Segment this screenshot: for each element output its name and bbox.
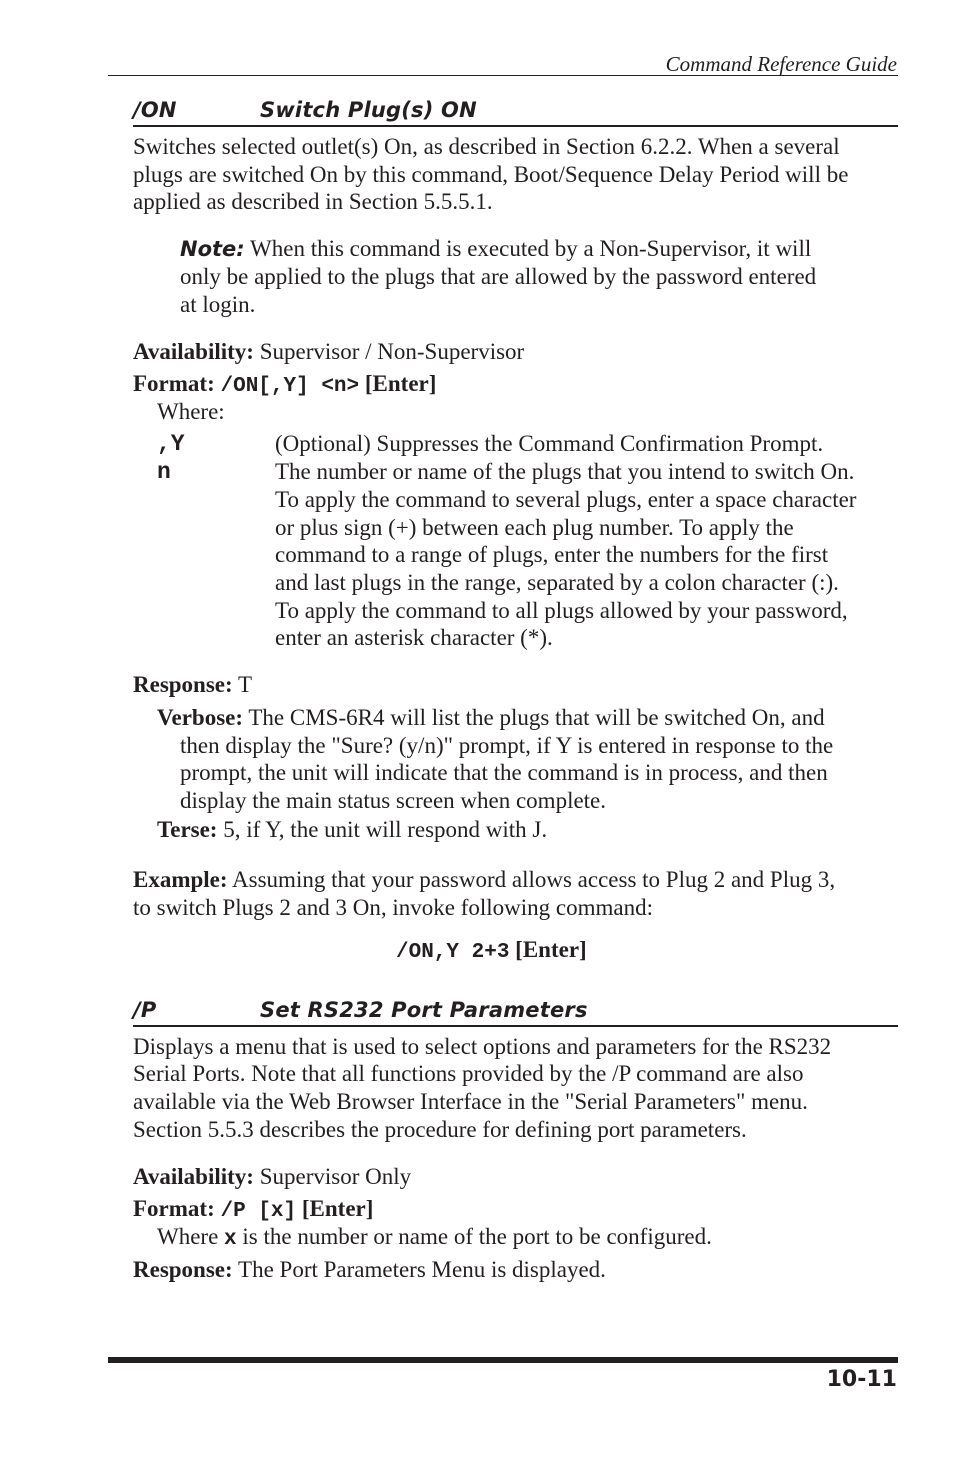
param-desc-n-line: The number or name of the plugs that you intend to switch On. (275, 459, 855, 484)
response-label: Response: (133, 672, 233, 697)
param-desc-n-line: or plus sign (+) between each plug number. To apply the (275, 515, 794, 540)
description-line: plugs are switched On by this command, Boot/Sequence Delay Period will be (133, 162, 849, 187)
availability-line (133, 338, 524, 366)
param-key-y: ,Y (157, 431, 185, 457)
example-label: Example: (133, 867, 228, 892)
example-enter: [Enter] (515, 937, 587, 962)
description-line: Displays a menu that is used to select options and parameters for the RS232 (133, 1034, 832, 1059)
section-title: Set RS232 Port Parameters (260, 998, 588, 1022)
section-command: /P (133, 998, 157, 1022)
section-command: /ON (133, 98, 177, 122)
terse-label: Terse: (157, 817, 218, 842)
format-command: /ON[,Y] <n> (220, 375, 360, 398)
availability-label: Availability: (133, 339, 254, 364)
availability-line (133, 1163, 411, 1191)
param-desc-n-line: To apply the command to all plugs allowed by your password, (275, 598, 848, 623)
verbose-line: display the main status screen when complete. (180, 788, 607, 813)
note-line: at login. (180, 292, 256, 317)
section-heading-on (133, 95, 898, 127)
param-key-n: n (157, 459, 171, 485)
section-heading-p (133, 995, 898, 1027)
param-desc-y: (Optional) Suppresses the Command Confirmation Prompt. (275, 431, 824, 456)
response-line (133, 671, 252, 699)
example-line: to switch Plugs 2 and 3 On, invoke following command: (133, 895, 654, 920)
format-line (133, 1195, 373, 1226)
where-variable: x (224, 1228, 237, 1251)
terse-line (157, 816, 547, 844)
param-desc-n-line: To apply the command to several plugs, enter a space character (275, 487, 857, 512)
format-command: /P [x] (220, 1200, 297, 1223)
note-text: When this command is executed by a Non-Supervisor, it will (250, 236, 812, 261)
description-line: Section 5.5.3 describes the procedure for defining port parameters. (133, 1117, 747, 1142)
note-line (180, 235, 811, 263)
note-label: Note: (180, 237, 245, 261)
response-value: The Port Parameters Menu is displayed. (238, 1257, 606, 1282)
verbose-line: then display the "Sure? (y/n)" prompt, if Y is entered in response to the (180, 733, 834, 758)
param-desc-n-line: command to a range of plugs, enter the numbers for the first (275, 542, 829, 567)
section-title: Switch Plug(s) ON (260, 98, 477, 122)
availability-label: Availability: (133, 1164, 254, 1189)
where-suffix: is the number or name of the port to be configured. (242, 1224, 712, 1249)
header-rule (108, 75, 898, 76)
where-prefix: Where (157, 1224, 219, 1249)
verbose-line: prompt, the unit will indicate that the command is in process, and then (180, 760, 828, 785)
description-line: Switches selected outlet(s) On, as described in Section 6.2.2. When a several (133, 134, 840, 159)
format-label: Format: (133, 371, 215, 396)
note-line: only be applied to the plugs that are allowed by the password entered (180, 264, 817, 289)
format-label: Format: (133, 1196, 215, 1221)
description-line: available via the Web Browser Interface in the "Serial Parameters" menu. (133, 1089, 808, 1114)
response-label: Response: (133, 1257, 233, 1282)
response-line (133, 1256, 606, 1284)
running-header-title: Command Reference Guide (665, 52, 897, 76)
availability-value: Supervisor Only (259, 1164, 412, 1189)
example-command: /ON,Y 2+3 (396, 941, 510, 964)
example-command-line (396, 936, 587, 967)
format-enter: [Enter] (301, 1196, 374, 1221)
verbose-label: Verbose: (157, 705, 244, 730)
where-line (157, 1223, 712, 1254)
format-line (133, 370, 436, 401)
response-value: T (238, 672, 253, 697)
param-desc-n-line: and last plugs in the range, separated by a colon character (:). (275, 570, 839, 595)
example-text: Assuming that your password allows access to Plug 2 and Plug 3, (232, 867, 836, 892)
description-line: applied as described in Section 5.5.5.1. (133, 189, 493, 214)
where-label: Where: (157, 399, 225, 424)
availability-value: Supervisor / Non-Supervisor (259, 339, 525, 364)
format-enter: [Enter] (364, 371, 437, 396)
example-line (133, 866, 835, 894)
terse-value: 5, if Y, the unit will respond with J. (223, 817, 548, 842)
footer-rule (108, 1357, 898, 1363)
description-line: Serial Ports. Note that all functions provided by the /P command are also (133, 1061, 804, 1086)
param-desc-n-line: enter an asterisk character (*). (275, 625, 553, 650)
verbose-text: The CMS-6R4 will list the plugs that will be switched On, and (248, 705, 825, 730)
verbose-line (157, 704, 825, 732)
page-number: 10-11 (826, 1367, 897, 1392)
